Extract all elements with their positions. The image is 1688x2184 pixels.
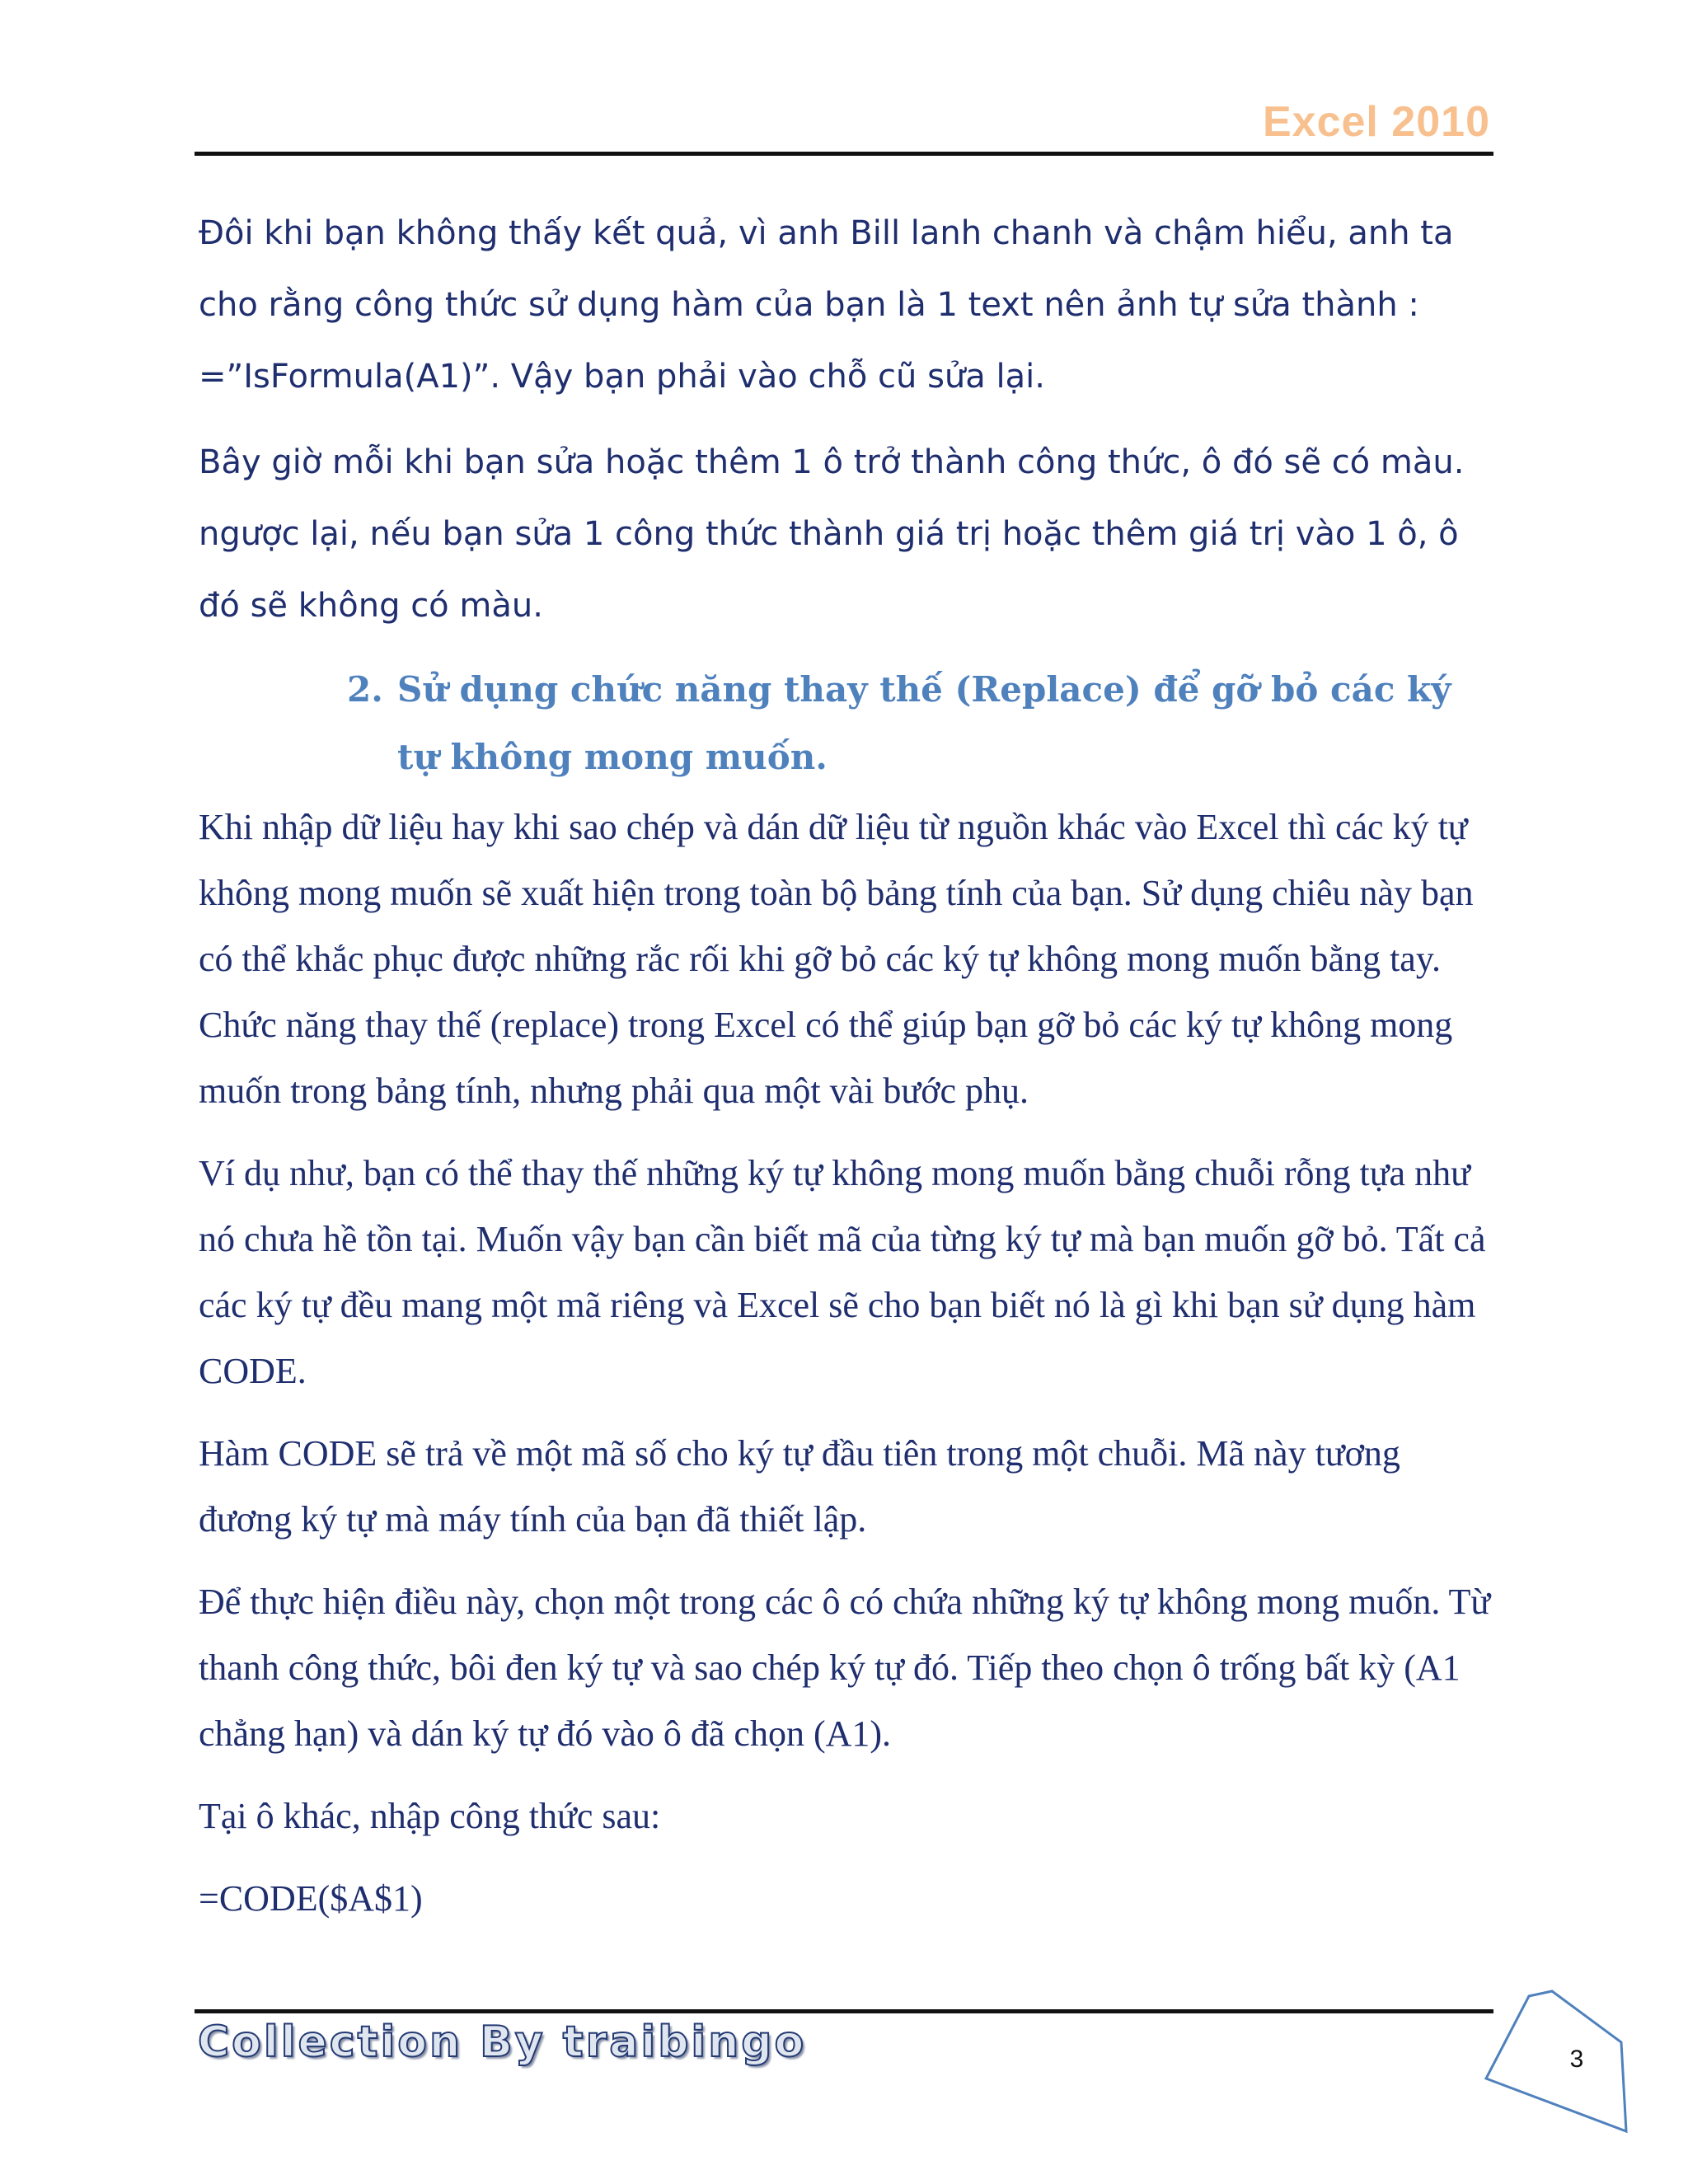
paragraph-steps: Để thực hiện điều này, chọn một trong các ô có chứa những ký tự không mong muốn. Từ thanh công thức, bôi đen ký tự và sao chép ký tự đó. Tiếp theo chọn ô trống bất kỳ (A1 chẳng hạn) và dán ký tự đó vào ô đã chọn (A1). (199, 1582, 1491, 1754)
paragraph-intro: Khi nhập dữ liệu hay khi sao chép và dán dữ liệu từ nguồn khác vào Excel thì các ký tự không mong muốn sẽ xuất hiện trong toàn bộ bảng tính của bạn. Sử dụng chiêu này bạn có thể khắc phục được những rắc rối khi gỡ bỏ các ký tự không mong muốn bằng tay. Chức năng thay thế (replace) trong Excel có thể giúp bạn gỡ bỏ các ký tự không mong muốn trong bảng tính, nhưng phải qua một vài bước phụ. (199, 807, 1474, 1111)
header-title: Excel 2010 (1262, 98, 1490, 146)
paragraph-formula-intro: Tại ô khác, nhập công thức sau: (199, 1796, 661, 1836)
section-number: 2. (347, 669, 383, 710)
formula-code: =CODE($A$1) (199, 1878, 423, 1919)
paragraph-isformula-note: Đôi khi bạn không thấy kết quả, vì anh Bill lanh chanh và chậm hiểu, anh ta cho rằng công thức sử dụng hàm của bạn là 1 text nên ảnh tự sửa thành : =”IsFormula(A1)”. Vậy bạn phải vào chỗ cũ sửa lại. (199, 214, 1454, 396)
paragraph-color-behavior: Bây giờ mỗi khi bạn sửa hoặc thêm 1 ô trở thành công thức, ô đó sẽ có màu. ngược lại, nếu bạn sửa 1 công thức thành giá trị hoặc thêm giá trị vào 1 ô, ô đó sẽ không có màu. (199, 443, 1465, 625)
section-heading (199, 656, 1501, 791)
page-content (199, 198, 1501, 1948)
footer-rule (195, 2009, 1493, 2013)
page-number: 3 (1569, 2046, 1584, 2073)
section-heading-text: Sử dụng chức năng thay thế (Replace) để gỡ bỏ các ký tự không mong muốn. (397, 669, 1451, 777)
paragraph-code-function: Hàm CODE sẽ trả về một mã số cho ký tự đầu tiên trong một chuỗi. Mã này tương đương ký tự mà máy tính của bạn đã thiết lập. (199, 1433, 1400, 1540)
header-rule (195, 152, 1493, 156)
footer-collection-text: Collection By traibingo (198, 2018, 807, 2067)
paragraph-example: Ví dụ như, bạn có thể thay thế những ký tự không mong muốn bằng chuỗi rỗng tựa như nó chưa hề tồn tại. Muốn vậy bạn cần biết mã của từng ký tự mà bạn muốn gỡ bỏ. Tất cả các ký tự đều mang một mã riêng và Excel sẽ cho bạn biết nó là gì khi bạn sử dụng hàm CODE. (199, 1153, 1486, 1391)
